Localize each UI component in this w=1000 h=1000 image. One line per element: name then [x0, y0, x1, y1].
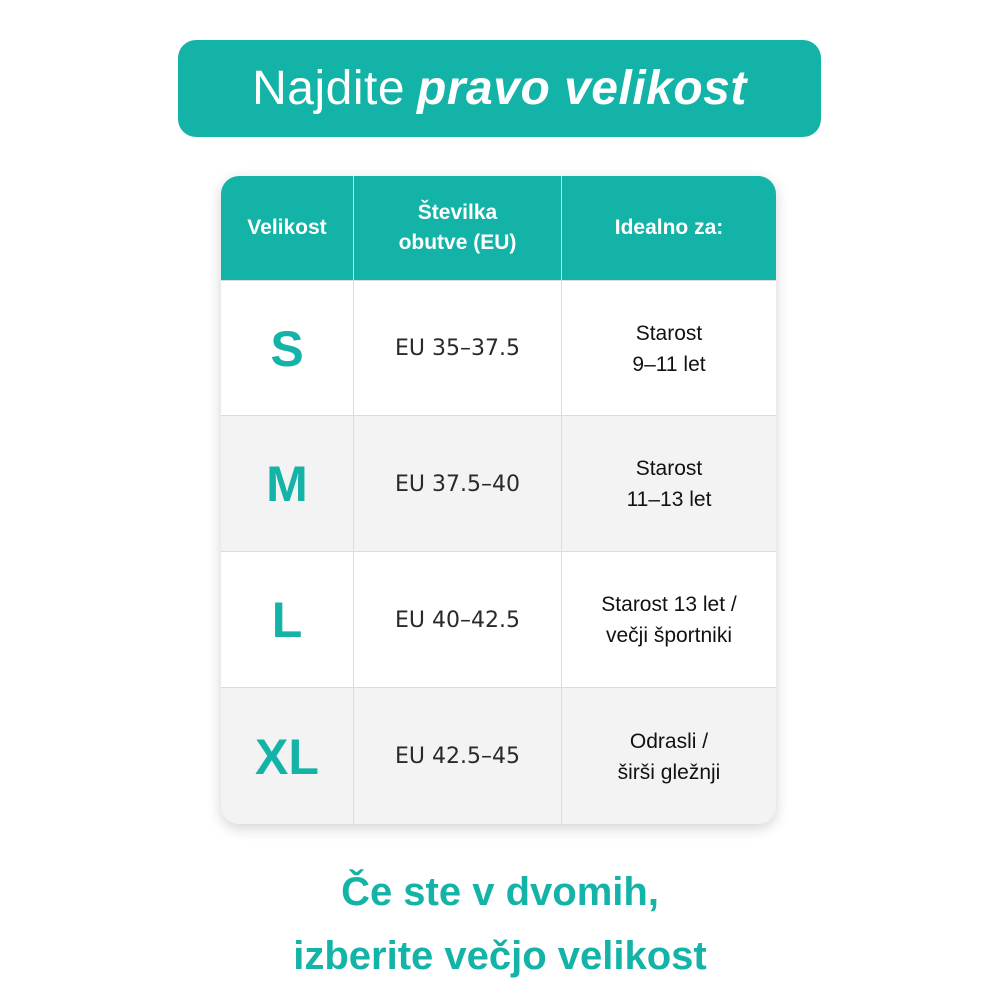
table-row	[221, 551, 776, 688]
title-bold: pravo velikost	[417, 62, 747, 115]
ideal-cell	[562, 416, 776, 552]
ideal-line-1: Starost	[635, 457, 703, 480]
size-cell	[221, 416, 354, 552]
ideal-cell	[562, 281, 776, 416]
size-table	[221, 176, 776, 824]
size-letter: L	[271, 592, 303, 648]
footer-line-1: Če ste v dvomih,	[341, 870, 659, 914]
ideal-cell	[562, 688, 776, 824]
eu-range: EU 42.5–45	[395, 744, 520, 769]
footer-note	[0, 860, 1000, 988]
eu-range: EU 35–37.5	[395, 336, 520, 361]
header-size	[221, 176, 354, 280]
eu-range: EU 40–42.5	[395, 607, 520, 633]
size-cell	[221, 552, 354, 688]
table-row	[221, 280, 776, 416]
size-letter: M	[266, 456, 308, 512]
header-shoe-line-1: Številka	[417, 201, 498, 224]
footer-line-2: izberite večjo velikost	[293, 934, 707, 978]
ideal-line-1: Starost 13 let /	[601, 593, 737, 616]
ideal-line-2: 11–13 let	[626, 488, 712, 511]
header-shoe-line-2: obutve (EU)	[398, 231, 517, 254]
eu-cell	[354, 688, 562, 824]
header-size-label: Velikost	[247, 216, 327, 239]
eu-cell	[354, 552, 562, 688]
header-shoe-number	[354, 176, 562, 280]
title-regular: Najdite	[252, 62, 406, 115]
table-row	[221, 687, 776, 824]
eu-cell	[354, 281, 562, 416]
ideal-cell	[562, 552, 776, 688]
eu-cell	[354, 416, 562, 552]
size-cell	[221, 688, 354, 824]
header-ideal-for	[562, 176, 776, 280]
header-ideal-label: Idealno za:	[614, 216, 724, 239]
table-row	[221, 415, 776, 552]
ideal-line-1: Odrasli /	[629, 729, 709, 753]
size-letter: XL	[255, 728, 319, 785]
ideal-line-2: širši gležnji	[617, 760, 721, 784]
ideal-line-1: Starost	[635, 321, 703, 345]
title-banner	[178, 40, 821, 137]
eu-range: EU 37.5–40	[395, 471, 520, 497]
table-header-row	[221, 176, 776, 280]
ideal-line-2: večji športniki	[605, 624, 733, 647]
size-cell	[221, 281, 354, 416]
ideal-line-2: 9–11 let	[632, 352, 706, 376]
size-letter: S	[270, 320, 304, 377]
